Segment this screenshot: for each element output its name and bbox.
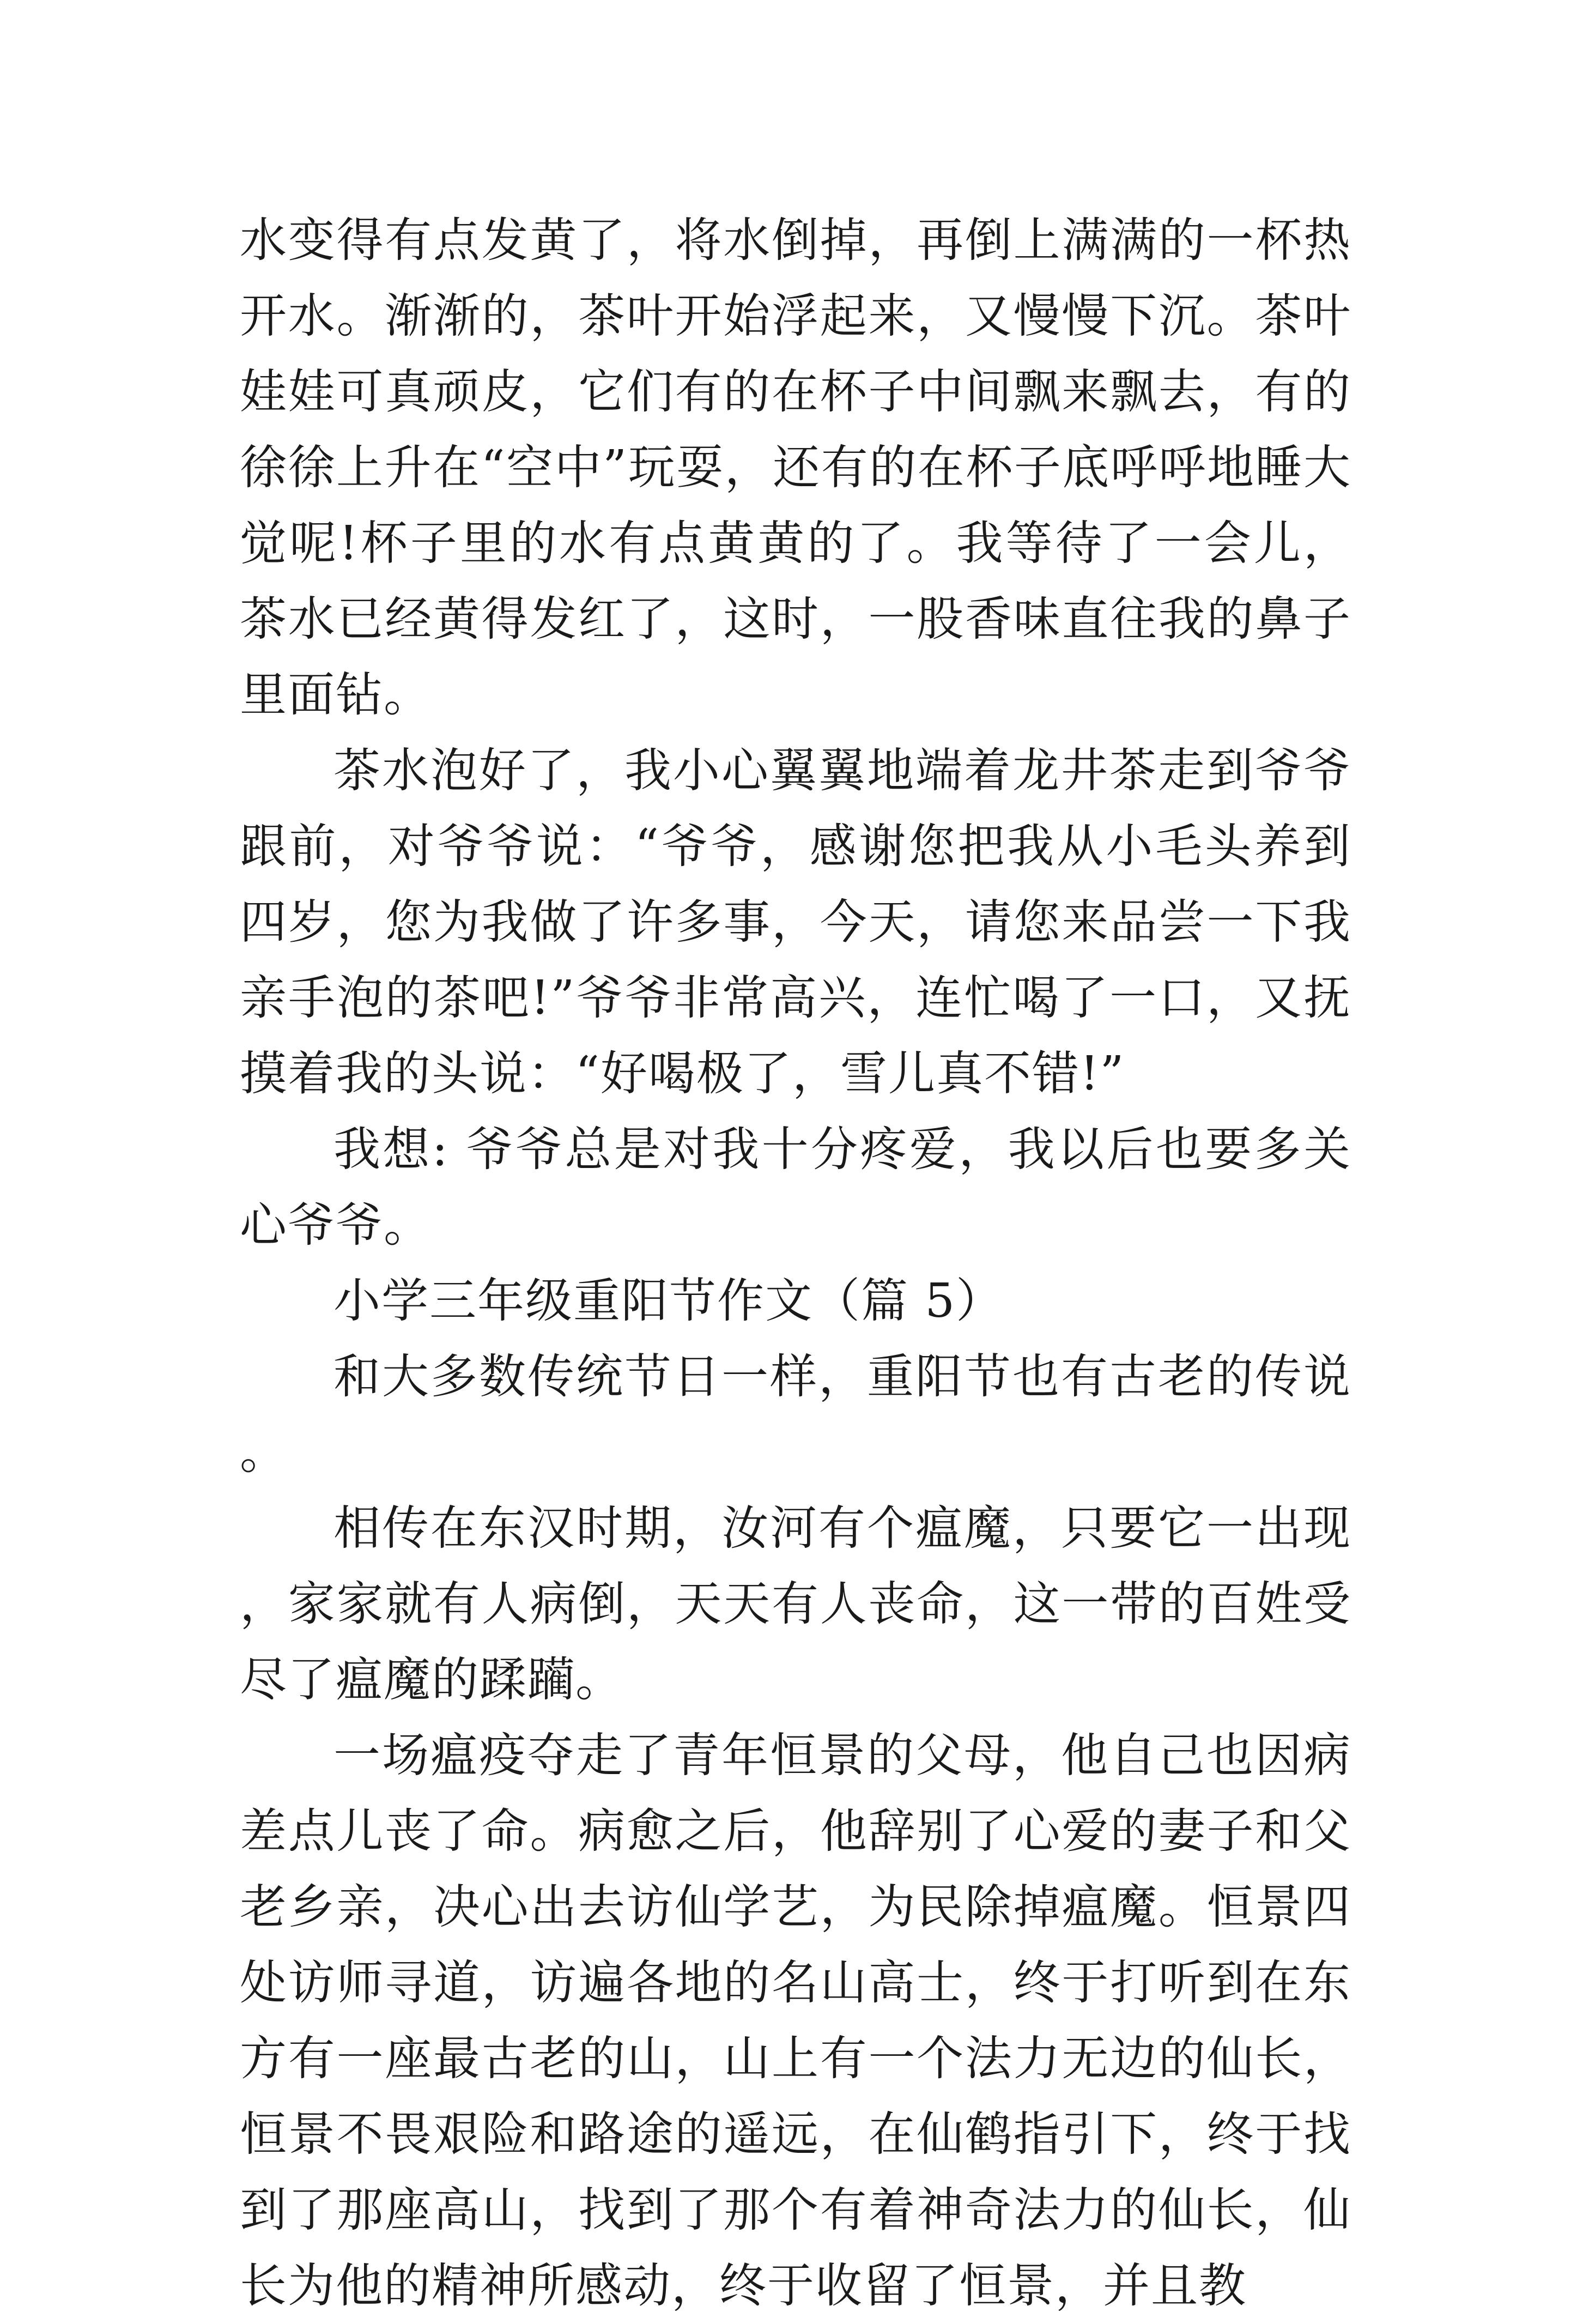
paragraph-legend-intro: 和大多数传统节日一样，重阳节也有古老的传说。 [240,1349,1351,1480]
section-heading-essay-5: 小学三年级重阳节作文（篇 5） [333,1274,1004,1328]
document-body [240,203,1351,2324]
paragraph-reflection: 我想: 爷爷总是对我十分疼爱，我以后也要多关心爷爷。 [240,1122,1351,1252]
paragraph-serve-tea: 茶水泡好了，我小心翼翼地端着龙井茶走到爷爷跟前，对爷爷说：“爷爷，感谢您把我从小毛头养到四岁，您为我做了许多事，今天，请您来品尝一下我亲手泡的茶吧!”爷爷非常高兴，连忙喝了一口，又抚摸着我的头说：“好喝极了，雪儿真不错!” [240,743,1351,1101]
paragraph-hengjing-journey: 一场瘟疫夺走了青年恒景的父母，他自己也因病差点儿丧了命。病愈之后，他辞别了心爱的妻子和父老乡亲，决心出去访仙学艺，为民除掉瘟魔。恒景四处访师寻道，访遍各地的名山高士，终于打听到在东方有一座最古老的山，山上有一个法力无边的仙长，恒景不畏艰险和路途的遥远，在仙鹤指引下，终于找到了那座高山，找到了那个有着神奇法力的仙长，仙长为他的精神所感动，终于收留了恒景，并且教 [240,1728,1351,2313]
paragraph-continuation-tea: 水变得有点发黄了，将水倒掉，再倒上满满的一杯热开水。渐渐的，茶叶开始浮起来，又慢慢下沉。茶叶娃娃可真顽皮，它们有的在杯子中间飘来飘去，有的徐徐上升在“空中”玩耍，还有的在杯子底呼呼地睡大觉呢!杯子里的水有点黄黄的了。我等待了一会儿，茶水已经黄得发红了，这时，一股香味直往我的鼻子里面钻。 [240,213,1351,722]
paragraph-plague-demon: 相传在东汉时期，汝河有个瘟魔，只要它一出现，家家就有人病倒，天天有人丧命，这一带的百姓受尽了瘟魔的蹂躏。 [240,1501,1351,1707]
